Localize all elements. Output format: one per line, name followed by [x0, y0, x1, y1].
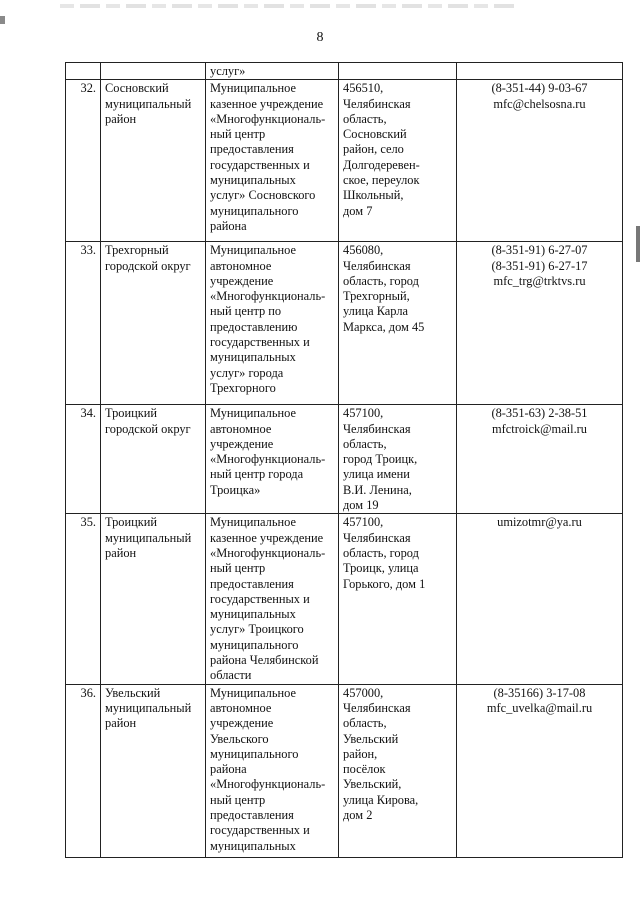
row-number-cell: 35. — [66, 514, 101, 684]
institution-cell: услуг» — [206, 63, 339, 80]
address-cell: 457100, Челябинская область, город Троицк, улица Горького, дом 1 — [339, 514, 457, 684]
contacts-cell: umizotmr@ya.ru — [457, 514, 623, 684]
page-number: 8 — [316, 30, 324, 45]
municipality-cell: Троицкий городской округ — [101, 405, 206, 514]
municipality-cell: Трехгорный городской округ — [101, 242, 206, 405]
table-row — [66, 514, 623, 684]
address-cell — [339, 63, 457, 80]
address-cell: 456510, Челябинская область, Сосновский район, село Долгодеревен- ское, переулок Школьный, дом 7 — [339, 80, 457, 242]
institution-cell: Муниципальное казенное учреждение «Многофункциональ- ный центр предоставления государственных и муниципальных услуг» Сосновского муниципального района — [206, 80, 339, 242]
mfc-registry-table — [65, 62, 623, 858]
municipality-cell: Увельский муниципальный район — [101, 684, 206, 857]
municipality-cell — [101, 63, 206, 80]
table-row — [66, 80, 623, 242]
contacts-cell — [457, 63, 623, 80]
municipality-cell: Сосновский муниципальный район — [101, 80, 206, 242]
contacts-cell: (8-35166) 3-17-08 mfc_uvelka@mail.ru — [457, 684, 623, 857]
scan-edge-mark — [636, 226, 640, 262]
institution-cell: Муниципальное автономное учреждение «Многофункциональ- ный центр по предоставлению государственных и муниципальных услуг» города Трехгорного — [206, 242, 339, 405]
table-row — [66, 405, 623, 514]
institution-cell: Муниципальное автономное учреждение «Многофункциональ- ный центр города Троицка» — [206, 405, 339, 514]
institution-cell: Муниципальное автономное учреждение Увельского муниципального района «Многофункциональ- ный центр предоставления государственных и муниципальных — [206, 684, 339, 857]
scan-noise-top — [60, 4, 520, 8]
table-row — [66, 684, 623, 857]
row-number-cell: 36. — [66, 684, 101, 857]
table-row-continuation — [66, 63, 623, 80]
row-number-cell — [66, 63, 101, 80]
row-number-cell: 34. — [66, 405, 101, 514]
address-cell: 457100, Челябинская область, город Троицк, улица имени В.И. Ленина, дом 19 — [339, 405, 457, 514]
table-row — [66, 242, 623, 405]
row-number-cell: 32. — [66, 80, 101, 242]
institution-cell: Муниципальное казенное учреждение «Многофункциональ- ный центр предоставления государственных и муниципальных услуг» Троицкого муниципального района Челябинской области — [206, 514, 339, 684]
contacts-cell: (8-351-63) 2-38-51 mfctroick@mail.ru — [457, 405, 623, 514]
address-cell: 457000, Челябинская область, Увельский район, посёлок Увельский, улица Кирова, дом 2 — [339, 684, 457, 857]
scan-margin-mark — [0, 16, 5, 24]
row-number-cell: 33. — [66, 242, 101, 405]
address-cell: 456080, Челябинская область, город Трехгорный, улица Карла Маркса, дом 45 — [339, 242, 457, 405]
municipality-cell: Троицкий муниципальный район — [101, 514, 206, 684]
contacts-cell: (8-351-91) 6-27-07 (8-351-91) 6-27-17 mfc_trg@trktvs.ru — [457, 242, 623, 405]
contacts-cell: (8-351-44) 9-03-67 mfc@chelsosna.ru — [457, 80, 623, 242]
